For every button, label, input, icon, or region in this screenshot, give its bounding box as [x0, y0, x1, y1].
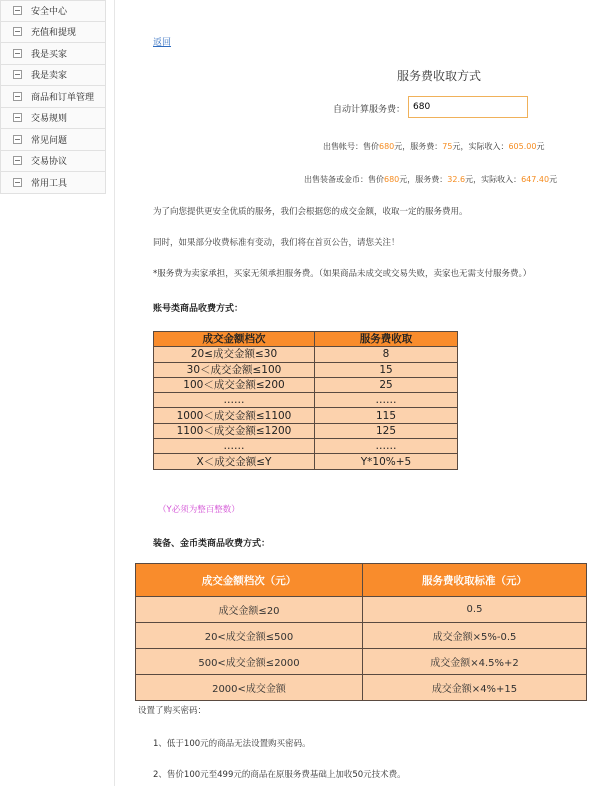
account-fee-prefix: 元，服务费： [394, 142, 443, 151]
back-link[interactable]: 返回 [153, 38, 172, 48]
purchase-password-rule: 2、售价100元至499元的商品在原服务费基础上加收50元技术费。 [153, 770, 406, 780]
table-row [154, 439, 458, 454]
purchase-password-rule: 1、低于100元的商品无法设置购买密码。 [153, 739, 311, 749]
sidebar-item-faq[interactable] [0, 129, 106, 151]
table-cell: 25 [315, 377, 458, 392]
equip-price: 680 [384, 175, 400, 184]
table-header: 成交金额档次（元） [136, 564, 363, 597]
table-header-row [136, 564, 587, 597]
expand-plus-icon [13, 156, 22, 165]
table-cell: 15 [315, 362, 458, 377]
account-fee-table [153, 331, 458, 470]
table-header: 服务费收取 [315, 332, 458, 347]
sidebar-item-label: 安全中心 [31, 7, 68, 18]
sidebar-item-tools[interactable] [0, 172, 106, 194]
account-income-prefix: 元，实际收入： [452, 142, 509, 151]
account-price: 680 [379, 142, 395, 151]
equip-fee-result [304, 174, 557, 185]
sidebar-item-seller[interactable] [0, 65, 106, 87]
sidebar-item-rules[interactable] [0, 108, 106, 130]
expand-plus-icon [13, 135, 22, 144]
account-fee-result [323, 141, 544, 152]
fee-calc-input[interactable] [408, 96, 528, 118]
account-fee-heading: 账号类商品收费方式： [153, 304, 244, 314]
table-row [154, 408, 458, 423]
table-row [136, 597, 587, 623]
table-cell: 20≤成交金额≤30 [154, 347, 315, 362]
sidebar-item-label: 常用工具 [31, 178, 68, 189]
table-row [136, 623, 587, 649]
table-row [136, 675, 587, 701]
account-income: 605.00 [508, 142, 537, 151]
equip-fee-prefix: 元，服务费： [399, 175, 448, 184]
sidebar-item-label: 常见问题 [31, 135, 68, 146]
table-header: 成交金额档次 [154, 332, 315, 347]
equip-suffix: 元 [549, 175, 558, 184]
table-cell: 125 [315, 423, 458, 438]
table-cell: 1100＜成交金额≤1200 [154, 423, 315, 438]
main-content [114, 0, 600, 786]
account-suffix: 元 [536, 142, 545, 151]
equip-fee: 32.6 [447, 175, 466, 184]
table-row [154, 362, 458, 377]
table-row [136, 649, 587, 675]
table-cell: 20<成交金额≤500 [136, 623, 363, 649]
table-cell: 成交金额×4%+15 [363, 675, 587, 701]
expand-plus-icon [13, 178, 22, 187]
table-cell: …… [154, 393, 315, 408]
table-cell: 2000<成交金额 [136, 675, 363, 701]
sidebar-item-buyer[interactable] [0, 43, 106, 65]
info-paragraph: 同时，如果部分收费标准有变动，我们将在首页公告，请您关注！ [153, 238, 400, 248]
table-cell: X＜成交金额≤Y [154, 454, 315, 469]
equip-fee-heading: 装备、金币类商品收费方式： [153, 539, 271, 549]
sidebar-item-orders[interactable] [0, 86, 106, 108]
sidebar-item-label: 交易规则 [31, 114, 68, 125]
table-row [154, 377, 458, 392]
sidebar-item-label: 充值和提现 [31, 28, 77, 39]
fee-calc-label: 自动计算服务费： [333, 105, 406, 115]
table-header: 服务费收取标准（元） [363, 564, 587, 597]
table-cell: 0.5 [363, 597, 587, 623]
table-cell: 成交金额≤20 [136, 597, 363, 623]
account-prefix: 出售帐号：售价 [323, 142, 379, 151]
info-paragraph: 为了向您提供更安全优质的服务，我们会根据您的成交金额，收取一定的服务费用。 [153, 207, 468, 217]
table-cell: 100＜成交金额≤200 [154, 377, 315, 392]
table-cell: …… [154, 439, 315, 454]
table-cell: 成交金额×4.5%+2 [363, 649, 587, 675]
sidebar-item-label: 我是卖家 [31, 71, 68, 82]
table-cell: 1000＜成交金额≤1100 [154, 408, 315, 423]
sidebar-item-agreement[interactable] [0, 151, 106, 173]
purchase-password-heading: 设置了购买密码： [138, 706, 207, 716]
y-rule-note: （Y必须为整百整数） [158, 505, 240, 515]
sidebar-item-label: 交易协议 [31, 157, 68, 168]
table-cell: …… [315, 439, 458, 454]
table-row [154, 393, 458, 408]
table-cell: 8 [315, 347, 458, 362]
table-row [154, 454, 458, 469]
expand-plus-icon [13, 70, 22, 79]
table-row [154, 347, 458, 362]
expand-plus-icon [13, 6, 22, 15]
equip-income-prefix: 元，实际收入： [465, 175, 522, 184]
equip-prefix: 出售装备或金币：售价 [304, 175, 384, 184]
info-paragraph: *服务费为卖家承担，买家无须承担服务费。（如果商品未成交或交易失败，卖家也无需支付服务费。） [153, 269, 532, 279]
sidebar-item-security[interactable] [0, 0, 106, 22]
expand-plus-icon [13, 113, 22, 122]
table-cell: Y*10%+5 [315, 454, 458, 469]
expand-plus-icon [13, 92, 22, 101]
equip-fee-table [135, 563, 587, 701]
page-title: 服务费收取方式 [397, 69, 482, 83]
account-fee: 75 [442, 142, 453, 151]
table-cell: 500<成交金额≤2000 [136, 649, 363, 675]
table-cell: 115 [315, 408, 458, 423]
equip-income: 647.40 [521, 175, 550, 184]
expand-plus-icon [13, 27, 22, 36]
table-cell: 成交金额×5%-0.5 [363, 623, 587, 649]
table-row [154, 423, 458, 438]
sidebar-item-recharge[interactable] [0, 22, 106, 44]
table-cell: …… [315, 393, 458, 408]
expand-plus-icon [13, 49, 22, 58]
table-header-row [154, 332, 458, 347]
sidebar-item-label: 商品和订单管理 [31, 92, 95, 103]
sidebar-item-label: 我是买家 [31, 49, 68, 60]
sidebar [0, 0, 106, 194]
table-cell: 30＜成交金额≤100 [154, 362, 315, 377]
